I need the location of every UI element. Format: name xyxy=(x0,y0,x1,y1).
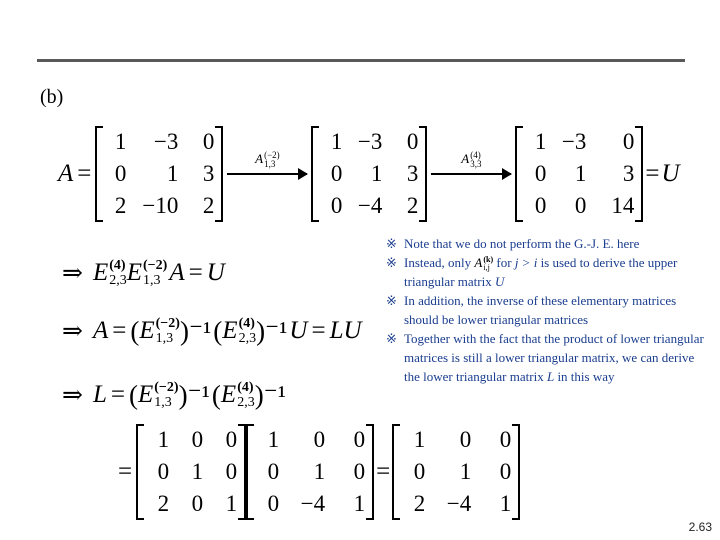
matrix-cell: −4 xyxy=(357,193,383,219)
matrix-cell: 2 xyxy=(114,193,127,219)
equation-a-equals-lu xyxy=(62,310,362,352)
inverse-elementary-matrix-1 xyxy=(136,424,246,521)
row-operation-arrow-2 xyxy=(431,151,511,197)
matrix-cell: 0 xyxy=(191,426,204,452)
matrix-cell: 14 xyxy=(611,193,635,219)
elementary-matrix: E xyxy=(222,317,238,344)
title-rule xyxy=(37,59,685,62)
operator-letter: A xyxy=(461,151,470,166)
open-paren: ( xyxy=(128,379,138,410)
arrow-right-icon xyxy=(431,173,511,175)
matrix-cell: 0 xyxy=(202,128,215,154)
matrix-cell: 0 xyxy=(413,458,426,484)
matrix-cell: −3 xyxy=(357,128,383,154)
page-number: 2.63 xyxy=(688,520,712,534)
lu-product: LU xyxy=(329,317,362,344)
matrix-cell: −10 xyxy=(142,193,179,219)
matrix-cell: 0 xyxy=(225,458,238,484)
matrix-cell: 0 xyxy=(267,491,280,517)
operator-subscript: 3,3 xyxy=(470,159,482,169)
reference-mark-icon: ※ xyxy=(386,255,397,270)
inverse-close: )⁻¹ xyxy=(178,379,210,410)
subscript: 2,3 xyxy=(238,330,257,346)
subscript: 1,3 xyxy=(154,394,172,410)
elementary-matrix: E xyxy=(92,259,109,286)
matrix-cell: −3 xyxy=(153,128,179,154)
subscript: 2,3 xyxy=(109,272,127,288)
equation-elimination xyxy=(62,252,225,294)
matrix-cell: 1 xyxy=(574,160,587,186)
matrix-cell: 0 xyxy=(499,458,512,484)
reference-mark-icon: ※ xyxy=(386,236,397,251)
equals-sign: = xyxy=(110,381,125,408)
matrix-cell: 0 xyxy=(114,160,127,186)
matrix-cell: 2 xyxy=(202,193,215,219)
matrix-a-symbol: A xyxy=(169,259,185,286)
subscript: 1,3 xyxy=(143,272,161,288)
inverse-elementary-matrix-2 xyxy=(246,424,374,521)
matrix-cell: 0 xyxy=(353,426,366,452)
operator-superscript: (4) xyxy=(470,150,481,160)
matrix-cell: 0 xyxy=(406,128,419,154)
operator-subscript: 1,3 xyxy=(264,159,276,169)
note-text: Note that we do not perform the G.-J. E. here xyxy=(404,236,640,251)
subscript: 2,3 xyxy=(237,394,255,410)
matrix-cell: 0 xyxy=(534,160,547,186)
matrix-cell: 1 xyxy=(330,128,343,154)
note-text: in this way xyxy=(557,369,615,385)
inverse-close: )⁻¹ xyxy=(254,379,287,410)
operator-subscript: i,j xyxy=(483,263,490,273)
matrix-cell: 1 xyxy=(353,491,366,517)
superscript: (4) xyxy=(237,379,254,395)
matrix-l-symbol: L xyxy=(92,381,107,408)
inverse-close: )⁻¹ xyxy=(256,315,288,346)
matrix-cell: 1 xyxy=(370,160,383,186)
equation-l-product xyxy=(118,420,520,524)
matrix-cell: 1 xyxy=(191,458,204,484)
matrix-cell: 1 xyxy=(313,458,326,484)
note-text: In addition, the inverse of these elementary matrices should be lower triangular matrices xyxy=(404,293,677,328)
arrow-right-icon xyxy=(227,173,307,175)
superscript: (4) xyxy=(238,315,255,331)
note-text: Instead, only xyxy=(404,255,472,270)
note-text: for xyxy=(496,255,512,270)
open-paren: ( xyxy=(211,379,221,410)
matrix-cell: 0 xyxy=(534,193,547,219)
open-paren: ( xyxy=(130,315,140,346)
part-label: (b) xyxy=(40,86,64,108)
equals-sign: = xyxy=(311,317,326,344)
matrix-cell: 1 xyxy=(413,426,426,452)
matrix-a-symbol: A xyxy=(58,160,74,187)
matrix-l xyxy=(392,424,520,521)
matrix-cell: −4 xyxy=(300,491,326,517)
notes-panel xyxy=(386,234,706,386)
note-condition: j > i xyxy=(514,255,538,270)
equals-sign: = xyxy=(188,259,203,286)
equation-row-reduction xyxy=(58,122,680,226)
superscript: (−2) xyxy=(143,257,168,273)
reference-mark-icon: ※ xyxy=(386,293,397,309)
note-item xyxy=(386,291,706,329)
inverse-close: )⁻¹ xyxy=(179,315,212,346)
note-text: is used to derive the upper triangular matrix xyxy=(404,255,678,290)
matrix-cell: 1 xyxy=(499,491,512,517)
matrix-cell: 3 xyxy=(406,160,419,186)
matrix-cell: 2 xyxy=(413,491,426,517)
implies-icon: ⇒ xyxy=(62,317,83,345)
equals-sign: = xyxy=(77,160,92,187)
matrix-cell: 0 xyxy=(499,426,512,452)
row-operation-arrow-1 xyxy=(227,151,307,197)
implies-icon: ⇒ xyxy=(62,381,83,409)
open-paren: ( xyxy=(213,315,223,346)
equation-l-definition xyxy=(62,374,286,416)
note-item xyxy=(386,253,706,291)
note-item xyxy=(386,329,706,386)
operator-letter: A xyxy=(255,151,264,166)
matrix-cell: 1 xyxy=(166,160,179,186)
reference-mark-icon: ※ xyxy=(386,331,397,347)
matrix-cell: 2 xyxy=(157,491,170,517)
operator-superscript: (k) xyxy=(483,255,494,265)
matrix-cell: 0 xyxy=(267,458,280,484)
matrix-u-symbol: U xyxy=(661,160,680,187)
equals-sign: = xyxy=(118,458,133,485)
note-symbol: L xyxy=(546,369,555,385)
matrix-cell: 0 xyxy=(459,426,472,452)
matrix-intermediate xyxy=(311,126,427,223)
matrix-cell: 0 xyxy=(622,128,635,154)
note-item xyxy=(386,234,706,253)
matrix-u xyxy=(515,126,643,223)
matrix-cell: 1 xyxy=(534,128,547,154)
matrix-cell: 0 xyxy=(157,458,170,484)
matrix-cell: 0 xyxy=(330,193,343,219)
elementary-matrix: E xyxy=(137,381,154,408)
matrix-a-symbol: A xyxy=(92,317,109,344)
matrix-cell: 0 xyxy=(225,426,238,452)
elementary-matrix: E xyxy=(139,317,155,344)
matrix-cell: −4 xyxy=(446,491,472,517)
matrix-cell: 1 xyxy=(459,458,472,484)
elementary-matrix: E xyxy=(220,381,237,408)
matrix-cell: 0 xyxy=(353,458,366,484)
matrix-cell: 1 xyxy=(114,128,127,154)
superscript: (−2) xyxy=(154,379,179,395)
matrix-cell: 0 xyxy=(313,426,326,452)
matrix-u-symbol: U xyxy=(206,259,225,286)
equals-sign: = xyxy=(376,458,391,485)
matrix-cell: 3 xyxy=(622,160,635,186)
implies-icon: ⇒ xyxy=(62,259,83,287)
note-text: Together with the fact that the product of lower triangular matrices is still a lower triangular matrix, we can derive the lower triangular matrix xyxy=(404,331,704,385)
superscript: (4) xyxy=(109,257,126,273)
matrix-u-symbol: U xyxy=(289,317,308,344)
matrix-cell: 2 xyxy=(406,193,419,219)
operator-letter: A xyxy=(474,255,483,270)
matrix-cell: 0 xyxy=(330,160,343,186)
superscript: (−2) xyxy=(155,315,180,331)
equals-sign: = xyxy=(645,160,660,187)
matrix-a xyxy=(95,126,223,223)
elementary-matrix: E xyxy=(126,259,143,286)
matrix-cell: 0 xyxy=(574,193,587,219)
subscript: 1,3 xyxy=(155,330,174,346)
matrix-cell: 0 xyxy=(191,491,204,517)
operator-superscript: (−2) xyxy=(264,150,280,160)
note-symbol: U xyxy=(494,274,505,290)
matrix-cell: 3 xyxy=(202,160,215,186)
matrix-cell: 1 xyxy=(157,426,170,452)
matrix-cell: 1 xyxy=(225,491,238,517)
matrix-cell: −3 xyxy=(561,128,587,154)
equals-sign: = xyxy=(112,317,127,344)
matrix-cell: 1 xyxy=(267,426,280,452)
